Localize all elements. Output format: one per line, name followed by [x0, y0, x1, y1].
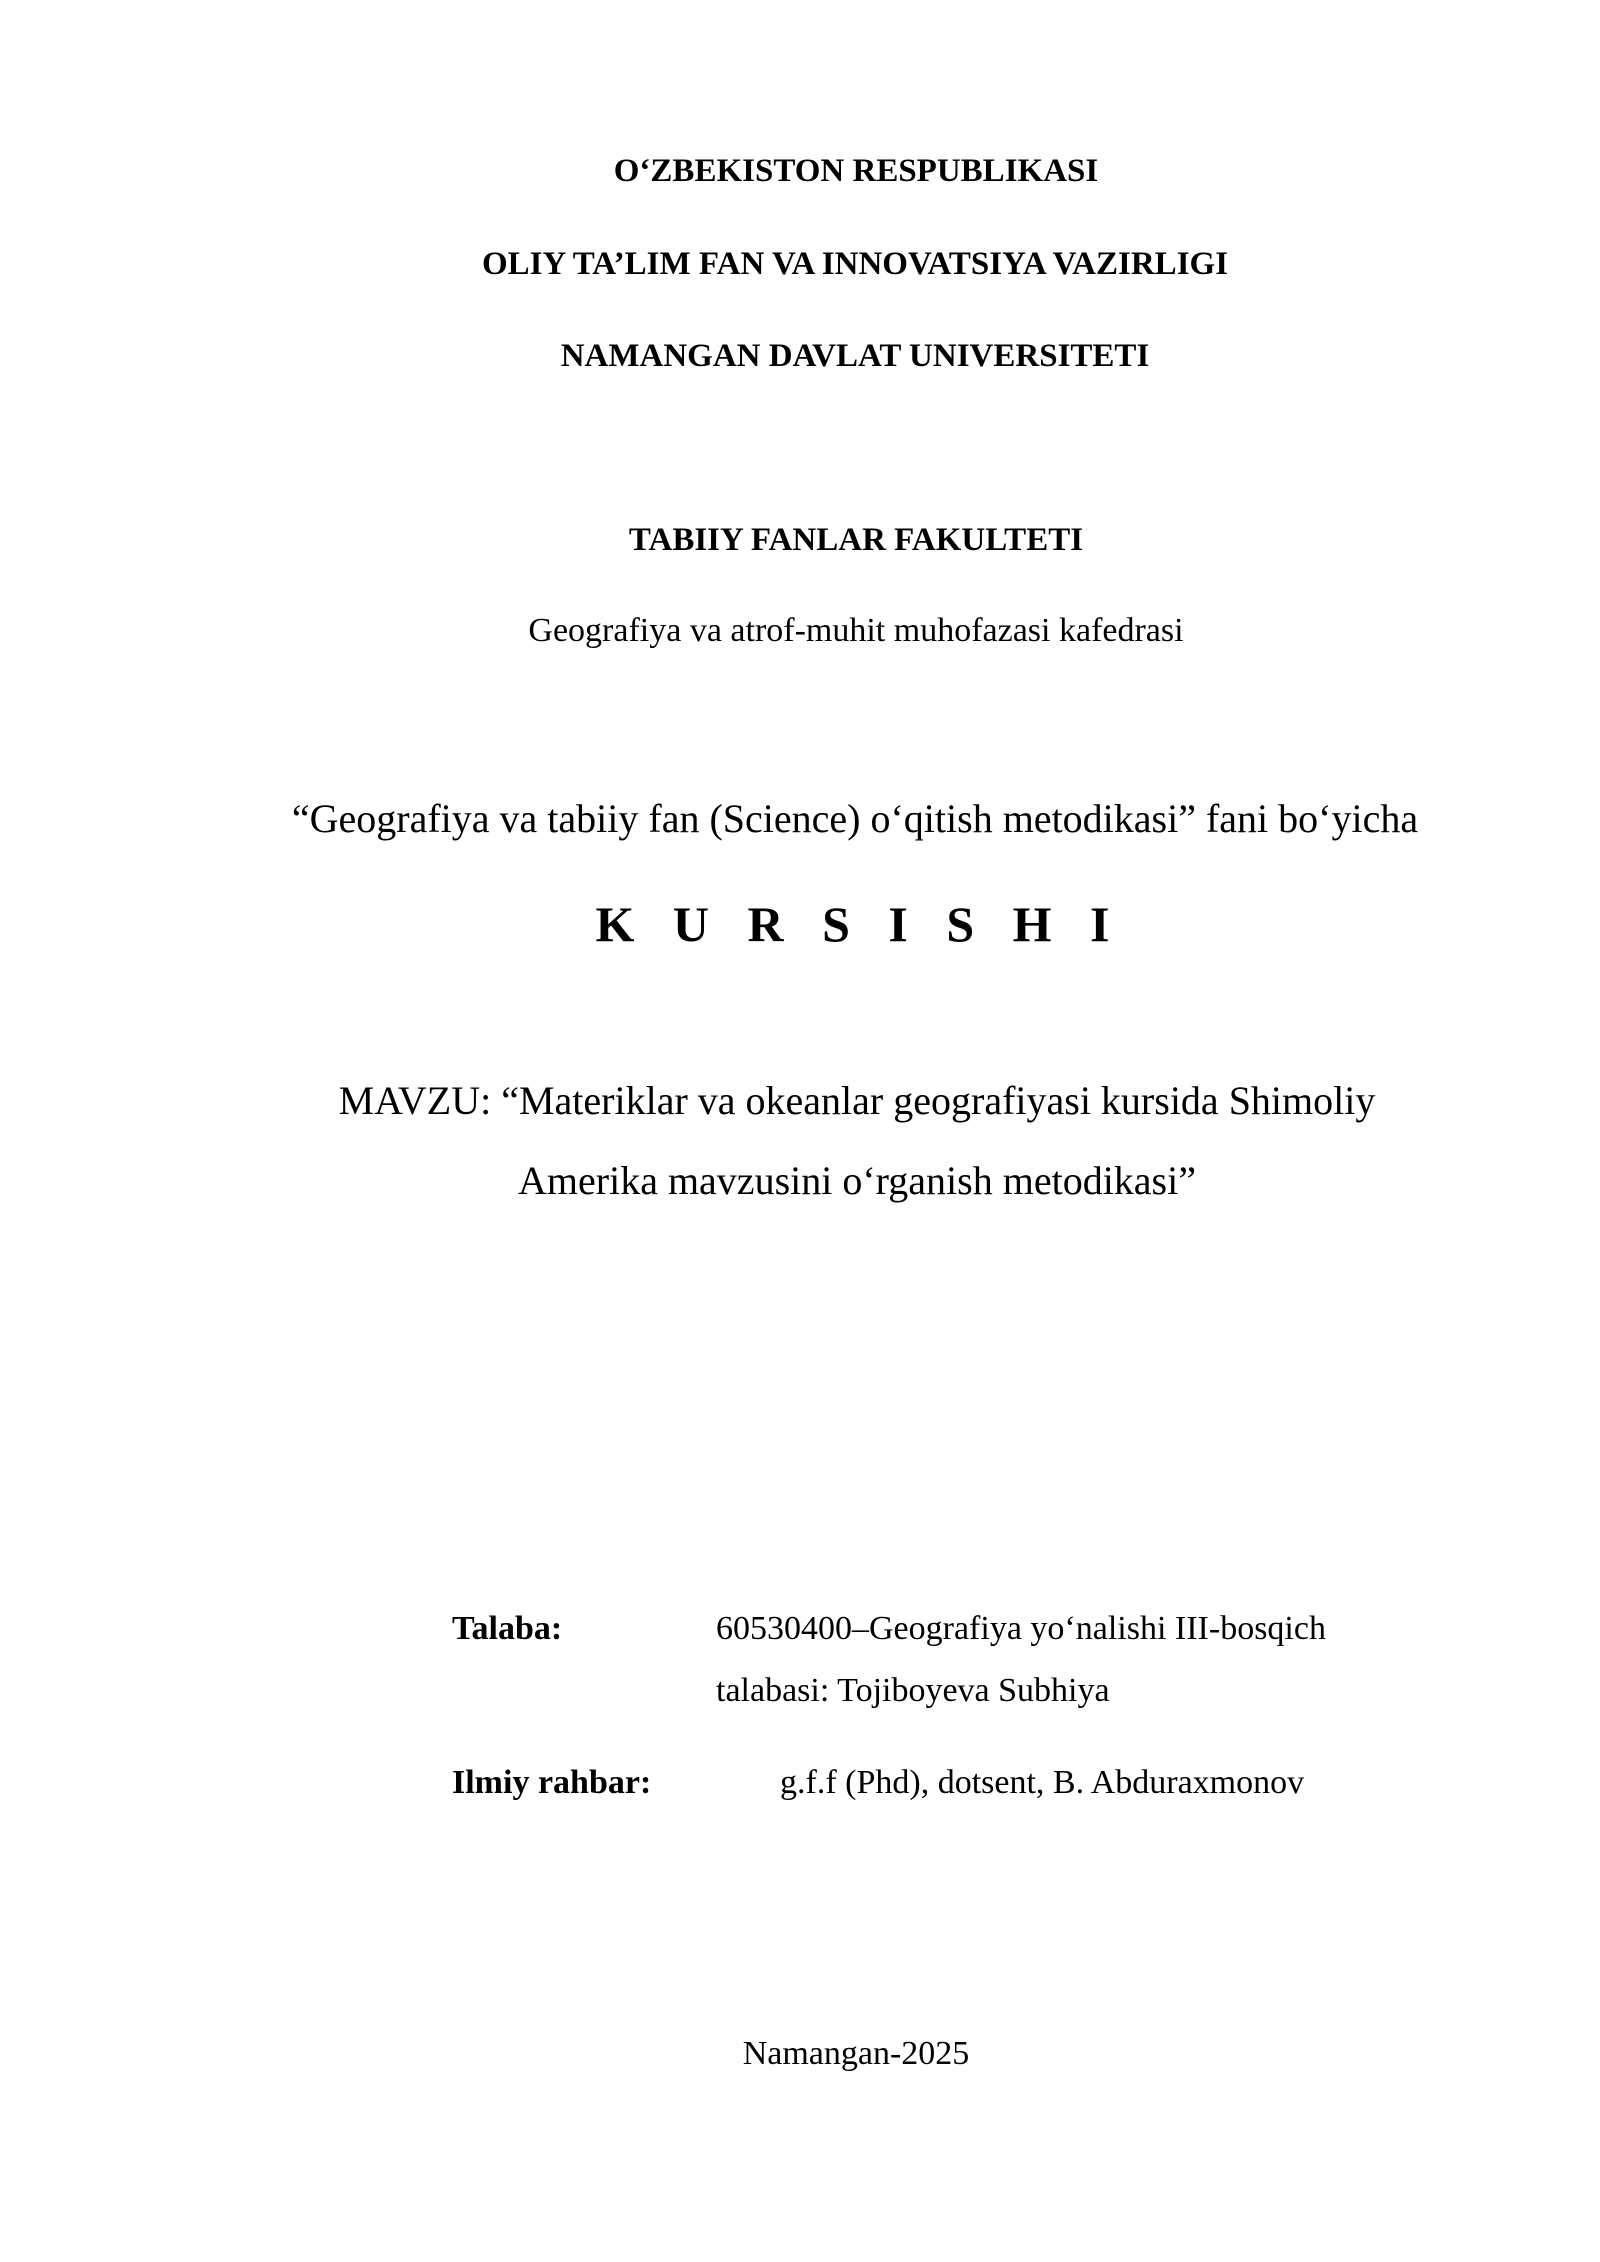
- city-year: Namangan-2025: [742, 2035, 970, 2072]
- university-heading: NAMANGAN DAVLAT UNIVERSITETI: [560, 338, 1150, 374]
- supervisor-value: g.f.f (Phd), dotsent, B. Abduraxmonov: [780, 1764, 1305, 1801]
- country-heading: O‘ZBEKISTON RESPUBLIKASI: [613, 153, 1099, 189]
- department-name: Geografiya va atrof-muhit muhofazasi kafedrasi: [528, 612, 1184, 649]
- supervisor-label: Ilmiy rahbar:: [452, 1764, 652, 1801]
- topic-line-1: MAVZU: “Materiklar va okeanlar geografiyasi kursida Shimoliy: [338, 1078, 1376, 1123]
- student-value-line-1: 60530400–Geografiya yo‘nalishi III-bosqich: [716, 1610, 1326, 1647]
- student-label: Talaba:: [452, 1610, 563, 1647]
- faculty-heading: TABIIY FANLAR FAKULTETI: [628, 522, 1084, 558]
- topic-line-2: Amerika mavzusini o‘rganish metodikasi”: [518, 1158, 1196, 1203]
- ministry-heading: OLIY TA’LIM FAN VA INNOVATSIYA VAZIRLIGI: [481, 246, 1229, 282]
- document-type-title: K U R S I S H I: [595, 896, 1123, 952]
- student-value-line-2: talabasi: Tojiboyeva Subhiya: [716, 1672, 1110, 1709]
- subject-line: “Geografiya va tabiiy fan (Science) o‘qitish metodikasi” fani bo‘yicha: [291, 796, 1419, 841]
